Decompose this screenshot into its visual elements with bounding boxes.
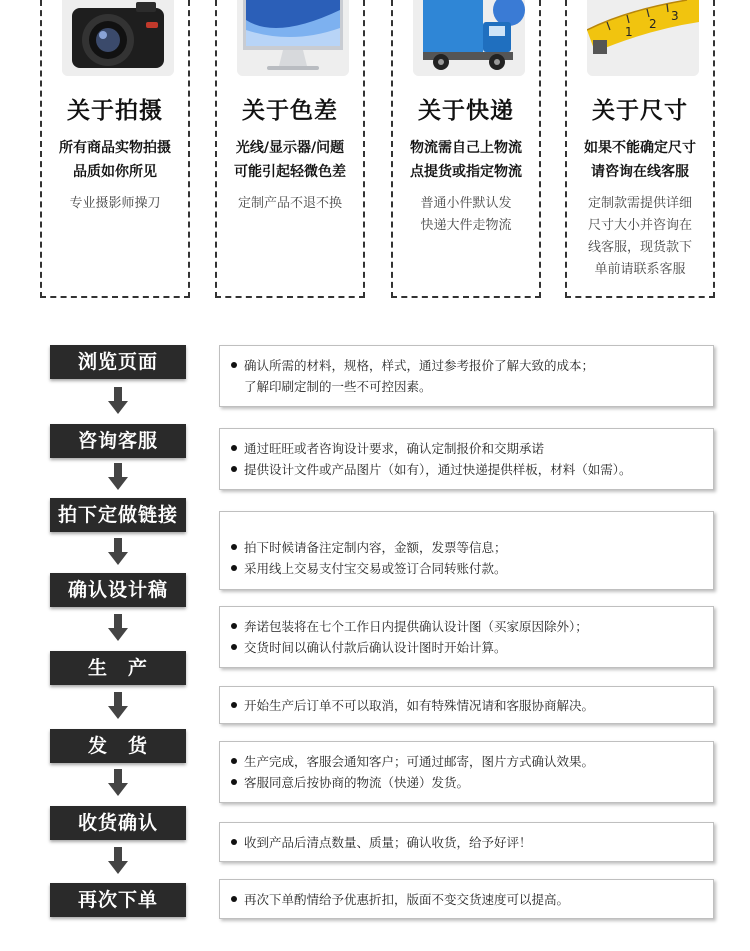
camera-icon — [62, 0, 174, 76]
card-subtitle: 如果不能确定尺寸 请咨询在线客服 — [584, 140, 696, 180]
card-note: 普通小件默认发 快递大件走物流 — [420, 196, 512, 233]
description-line: 拍下时候请备注定制内容，金额，发票等信息； — [230, 537, 703, 558]
tape-measure-icon — [587, 0, 699, 76]
description-line: 交货时间以确认付款后确认设计图时开始计算。 — [230, 637, 703, 658]
arrow-down-icon — [108, 614, 128, 642]
step-description — [219, 741, 714, 803]
step-shipping: 发 货 — [50, 729, 186, 763]
monitor-icon — [237, 0, 349, 76]
description-line: 生产完成，客服会通知客户；可通过邮寄，图片方式确认效果。 — [230, 751, 703, 772]
description-line: 通过旺旺或者咨询设计要求，确认定制报价和交期承诺 — [230, 438, 703, 459]
arrow-down-icon — [108, 463, 128, 491]
card-delivery — [391, 0, 541, 298]
description-line: 再次下单酌情给予优惠折扣，版面不变交货速度可以提高。 — [230, 889, 703, 910]
arrow-down-icon — [108, 387, 128, 415]
card-photography — [40, 0, 190, 298]
arrow-down-icon — [108, 692, 128, 720]
step-description — [219, 428, 714, 490]
step-description — [219, 879, 714, 919]
step-description — [219, 345, 714, 407]
step-place-order: 拍下定做链接 — [50, 498, 186, 532]
step-description — [219, 606, 714, 668]
step-production: 生 产 — [50, 651, 186, 685]
card-title: 关于尺寸 — [592, 97, 688, 124]
step-consult-service: 咨询客服 — [50, 424, 186, 458]
step-description — [219, 511, 714, 590]
card-note: 定制款需提供详细 尺寸大小并咨询在 线客服，现货款下 单前请联系客服 — [587, 196, 692, 277]
description-line: 收到产品后清点数量、质量；确认收货，给予好评！ — [230, 832, 703, 853]
svg-text:3: 3 — [671, 9, 679, 23]
description-line: 了解印刷定制的一些不可控因素。 — [244, 379, 432, 394]
step-browse-page: 浏览页面 — [50, 345, 186, 379]
card-note: 专业摄影师操刀 — [69, 196, 161, 211]
description-line: 确认所需的材料，规格，样式，通过参考报价了解大致的成本； — [230, 355, 703, 376]
step-receipt-confirm: 收货确认 — [50, 806, 186, 840]
card-title: 关于拍摄 — [67, 97, 163, 124]
description-line: 客服同意后按协商的物流（快递）发货。 — [230, 772, 703, 793]
step-reorder: 再次下单 — [50, 883, 186, 917]
card-subtitle: 物流需自己上物流 点提货或指定物流 — [410, 140, 522, 180]
truck-icon — [413, 0, 525, 76]
svg-text:1: 1 — [625, 25, 633, 39]
card-subtitle: 光线/显示器/问题 可能引起轻微色差 — [234, 140, 346, 180]
step-confirm-design: 确认设计稿 — [50, 573, 186, 607]
arrow-down-icon — [108, 538, 128, 566]
description-line: 开始生产后订单不可以取消，如有特殊情况请和客服协商解决。 — [230, 695, 703, 716]
arrow-down-icon — [108, 769, 128, 797]
card-color-difference — [215, 0, 365, 298]
step-description — [219, 686, 714, 724]
description-line: 采用线上交易支付宝交易或签订合同转账付款。 — [230, 558, 703, 579]
card-title: 关于色差 — [242, 97, 338, 124]
description-line: 奔诺包装将在七个工作日内提供确认设计图（买家原因除外）； — [230, 616, 703, 637]
card-note: 定制产品不退不换 — [237, 196, 342, 211]
card-subtitle: 所有商品实物拍摄 品质如你所见 — [59, 140, 171, 180]
step-description — [219, 822, 714, 862]
card-title: 关于快递 — [418, 97, 514, 124]
description-line: 提供设计文件或产品图片（如有），通过快递提供样板，材料（如需）。 — [230, 459, 703, 480]
svg-text:2: 2 — [649, 17, 657, 31]
card-size — [565, 0, 715, 298]
arrow-down-icon — [108, 847, 128, 875]
